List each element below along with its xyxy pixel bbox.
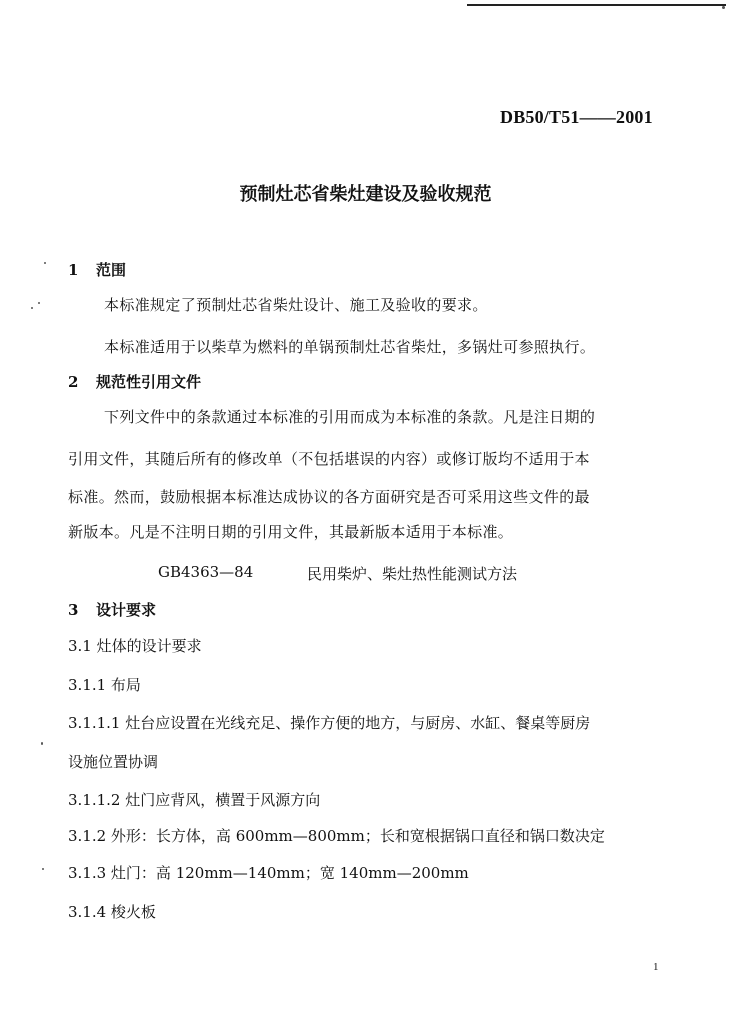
paragraph-line: 新版本。凡是不注明日期的引用文件，其最新版本适用于本标准。: [68, 523, 514, 541]
clause-line: 3.1.4 梭火板: [68, 903, 156, 921]
section-title: 范围: [96, 261, 127, 279]
paragraph-line: 本标准适用于以柴草为燃料的单锅预制灶芯省柴灶，多锅灶可参照执行。: [104, 338, 596, 356]
document-id: DB50/T51——2001: [500, 107, 653, 127]
scan-speck: [42, 868, 44, 870]
clause-line: 3.1.2 外形：长方体，高 600mm—800mm；长和宽根据锅口直径和锅口数决定: [68, 827, 605, 845]
page-number: 1: [653, 961, 659, 973]
section-number: 2: [68, 373, 79, 391]
reference-code: GB4363—84: [158, 563, 254, 581]
paragraph-line: 标准。然而，鼓励根据本标准达成协议的各方面研究是否可采用这些文件的最: [68, 488, 590, 506]
clause-line: 3.1.1 布局: [68, 676, 141, 694]
clause-line: 3.1.3 灶门：高 120mm—140mm；宽 140mm—200mm: [68, 864, 469, 882]
paragraph-line: 本标准规定了预制灶芯省柴灶设计、施工及验收的要求。: [104, 296, 488, 314]
section-number: 3: [68, 601, 79, 619]
clause-line: 3.1 灶体的设计要求: [68, 637, 202, 655]
section-3-heading: [68, 599, 156, 620]
section-1-heading: [68, 259, 126, 280]
section-number: 1: [68, 261, 79, 279]
top-rule: [467, 4, 726, 6]
scan-speck: [31, 307, 33, 309]
scan-speck: [722, 6, 725, 9]
scan-speck: [44, 262, 46, 264]
paragraph-line: 引用文件，其随后所有的修改单（不包括堪误的内容）或修订版均不适用于本: [68, 450, 590, 468]
page-title: 预制灶芯省柴灶建设及验收规范: [239, 184, 492, 205]
section-title: 设计要求: [96, 601, 157, 619]
clause-line: 3.1.1.1 灶台应设置在光线充足、操作方便的地方，与厨房、水缸、餐桌等厨房: [68, 714, 591, 732]
clause-line: 3.1.1.2 灶门应背风，横置于风源方向: [68, 791, 321, 809]
section-2-heading: [68, 371, 201, 392]
reference-title: 民用柴炉、柴灶热性能测试方法: [307, 565, 518, 583]
scan-speck: [38, 302, 40, 304]
scan-speck: [41, 742, 43, 745]
section-title: 规范性引用文件: [96, 373, 202, 391]
paragraph-line: 下列文件中的条款通过本标准的引用而成为本标准的条款。凡是注日期的: [104, 408, 596, 426]
clause-line: 设施位置协调: [68, 753, 159, 771]
